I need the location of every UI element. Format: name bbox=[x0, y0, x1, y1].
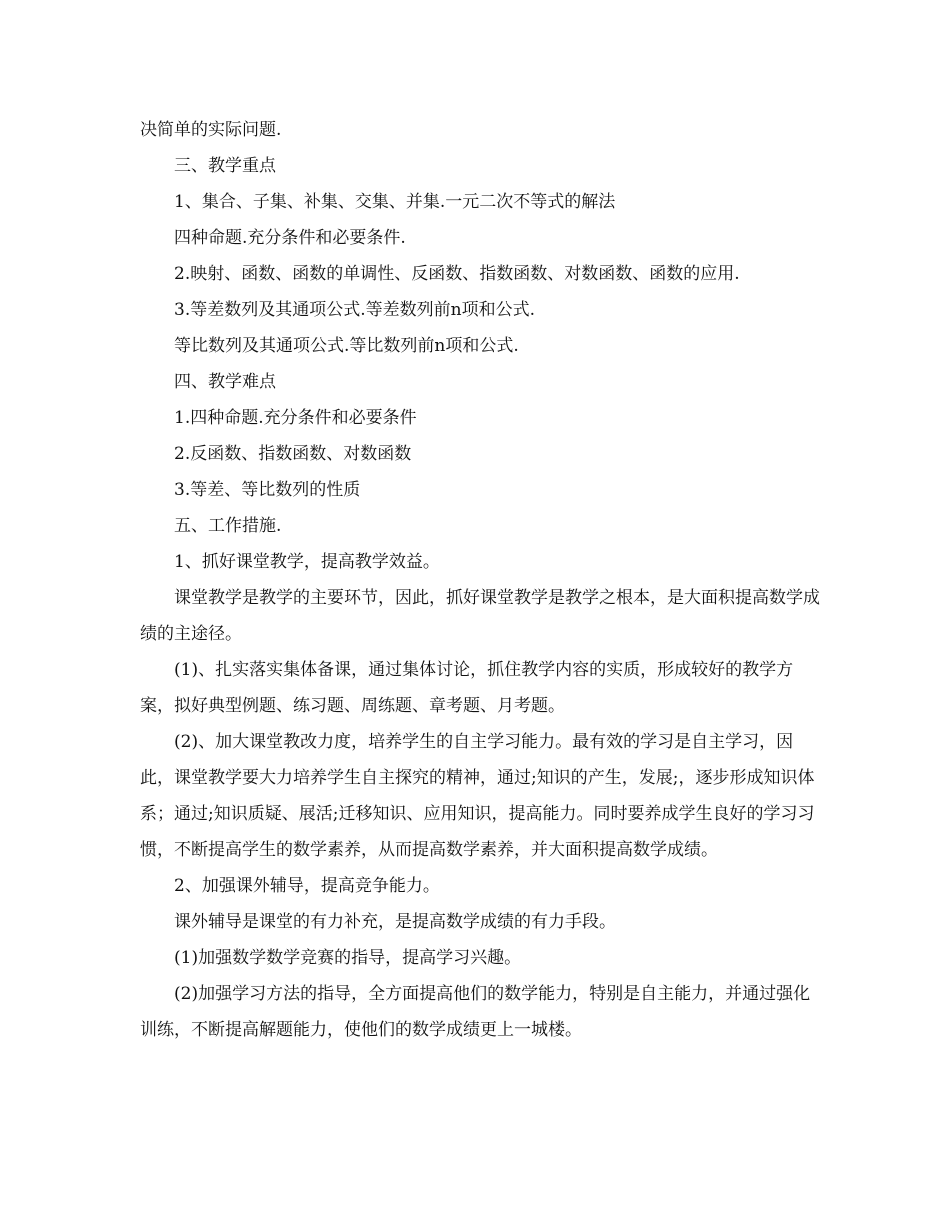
paragraph-focus-3b: 等比数列及其通项公式.等比数列前n项和公式. bbox=[174, 336, 519, 356]
paragraph-continuation: 决简单的实际问题. bbox=[140, 120, 282, 140]
paragraph-classroom: 课堂教学是教学的主要环节，因此，抓好课堂教学是教学之根本，是大面积提高数学成绩的主途径。 bbox=[140, 588, 820, 644]
paragraph-measure-2-1: (1)加强数学数学竞赛的指导，提高学习兴趣。 bbox=[174, 948, 522, 968]
paragraph-measure-2-2: (2)加强学习方法的指导，全方面提高他们的数学能力，特别是自主能力，并通过强化训练，不断提高解题能力，使他们的数学成绩更上一城楼。 bbox=[140, 984, 811, 1040]
heading-teaching-focus: 三、教学重点 bbox=[174, 156, 276, 176]
heading-teaching-difficulty: 四、教学难点 bbox=[174, 372, 276, 392]
paragraph-focus-2: 2.映射、函数、函数的单调性、反函数、指数函数、对数函数、函数的应用. bbox=[174, 264, 740, 284]
paragraph-difficulty-3: 3.等差、等比数列的性质 bbox=[174, 480, 361, 500]
paragraph-measure-1-2: (2)、加大课堂教改力度，培养学生的自主学习能力。最有效的学习是自主学习，因此，课堂教学要大力培养学生自主探究的精神，通过;知识的产生，发展;，逐步形成知识体系；通过;知识质疑、展活;迁移知识、应用知识，提高能力。同时要养成学生良好的学习习惯，不断提高学生的数学素养，从而提高数学素养，并大面积提高数学成绩。 bbox=[140, 732, 815, 860]
paragraph-focus-1b: 四种命题.充分条件和必要条件. bbox=[174, 228, 406, 248]
paragraph-measure-1: 1、抓好课堂教学，提高教学效益。 bbox=[174, 552, 440, 572]
paragraph-focus-1: 1、集合、子集、补集、交集、并集.一元二次不等式的解法 bbox=[174, 192, 616, 212]
paragraph-tutoring: 课外辅导是课堂的有力补充，是提高数学成绩的有力手段。 bbox=[174, 912, 616, 932]
document-body bbox=[140, 112, 820, 1048]
paragraph-difficulty-2: 2.反函数、指数函数、对数函数 bbox=[174, 444, 412, 464]
paragraph-measure-2: 2、加强课外辅导，提高竞争能力。 bbox=[174, 876, 440, 896]
paragraph-focus-3: 3.等差数列及其通项公式.等差数列前n项和公式. bbox=[174, 300, 535, 320]
heading-work-measures: 五、工作措施. bbox=[174, 516, 282, 536]
paragraph-measure-1-1: (1)、扎实落实集体备课，通过集体讨论，抓住教学内容的实质，形成较好的教学方案，拟好典型例题、练习题、周练题、章考题、月考题。 bbox=[140, 660, 794, 716]
paragraph-difficulty-1: 1.四种命题.充分条件和必要条件 bbox=[174, 408, 417, 428]
